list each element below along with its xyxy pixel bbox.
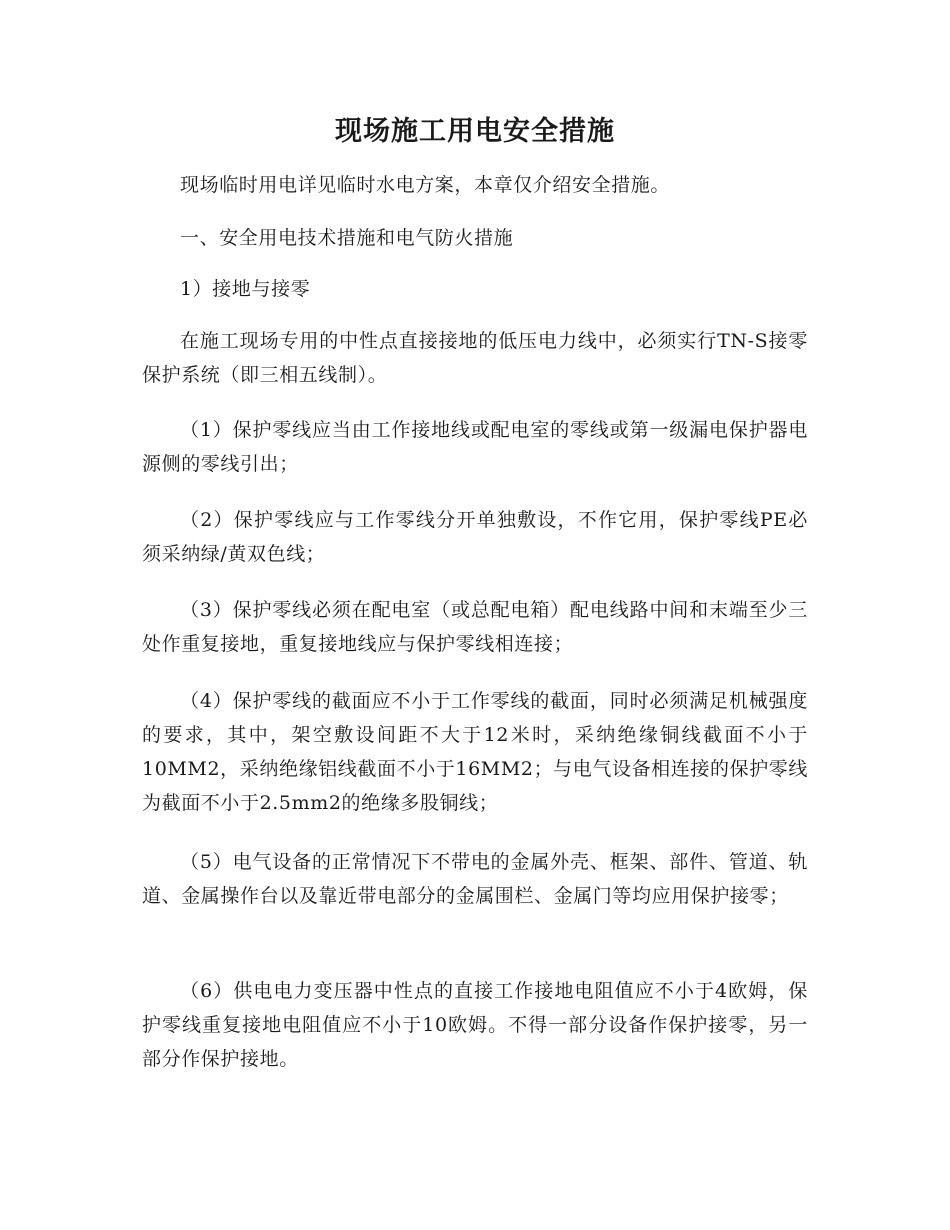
list-item-1: （1）保护零线应当由工作接地线或配电室的零线或第一级漏电保护器电源侧的零线引出；: [142, 419, 808, 475]
subsection-heading: 1）接地与接零: [180, 278, 311, 300]
section-heading: 一、安全用电技术措施和电气防火措施: [180, 227, 514, 249]
list-item-2: （2）保护零线应与工作零线分开单独敷设，不作它用，保护零线PE必须采纳绿/黄双色线；: [142, 509, 808, 565]
list-item-5: （5）电气设备的正常情况下不带电的金属外壳、框架、部件、管道、轨道、金属操作台以及靠近带电部分的金属围栏、金属门等均应用保护接零；: [142, 851, 808, 907]
intro-paragraph: 现场临时用电详见临时水电方案，本章仅介绍安全措施。: [180, 174, 671, 196]
list-item-3: （3）保护零线必须在配电室（或总配电箱）配电线路中间和末端至少三处作重复接地，重复接地线应与保护零线相连接；: [142, 599, 808, 655]
list-item-6: （6）供电电力变压器中性点的直接工作接地电阻值应不小于4欧姆，保护零线重复接地电阻值应不小于10欧姆。不得一部分设备作保护接零，另一部分作保护接地。: [142, 980, 808, 1070]
body-paragraph: 在施工现场专用的中性点直接接地的低压电力线中，必须实行TN-S接零保护系统（即三相五线制）。: [142, 330, 808, 386]
document-title: 现场施工用电安全措施: [335, 116, 615, 147]
list-item-4: （4）保护零线的截面应不小于工作零线的截面，同时必须满足机械强度的要求，其中，架空敷设间距不大于12米时，采纳绝缘铜线截面不小于10MM2，采纳绝缘铝线截面不小于16MM2；与电气设备相连接的保护零线为截面不小于2.5mm2的绝缘多股铜线；: [142, 690, 808, 814]
